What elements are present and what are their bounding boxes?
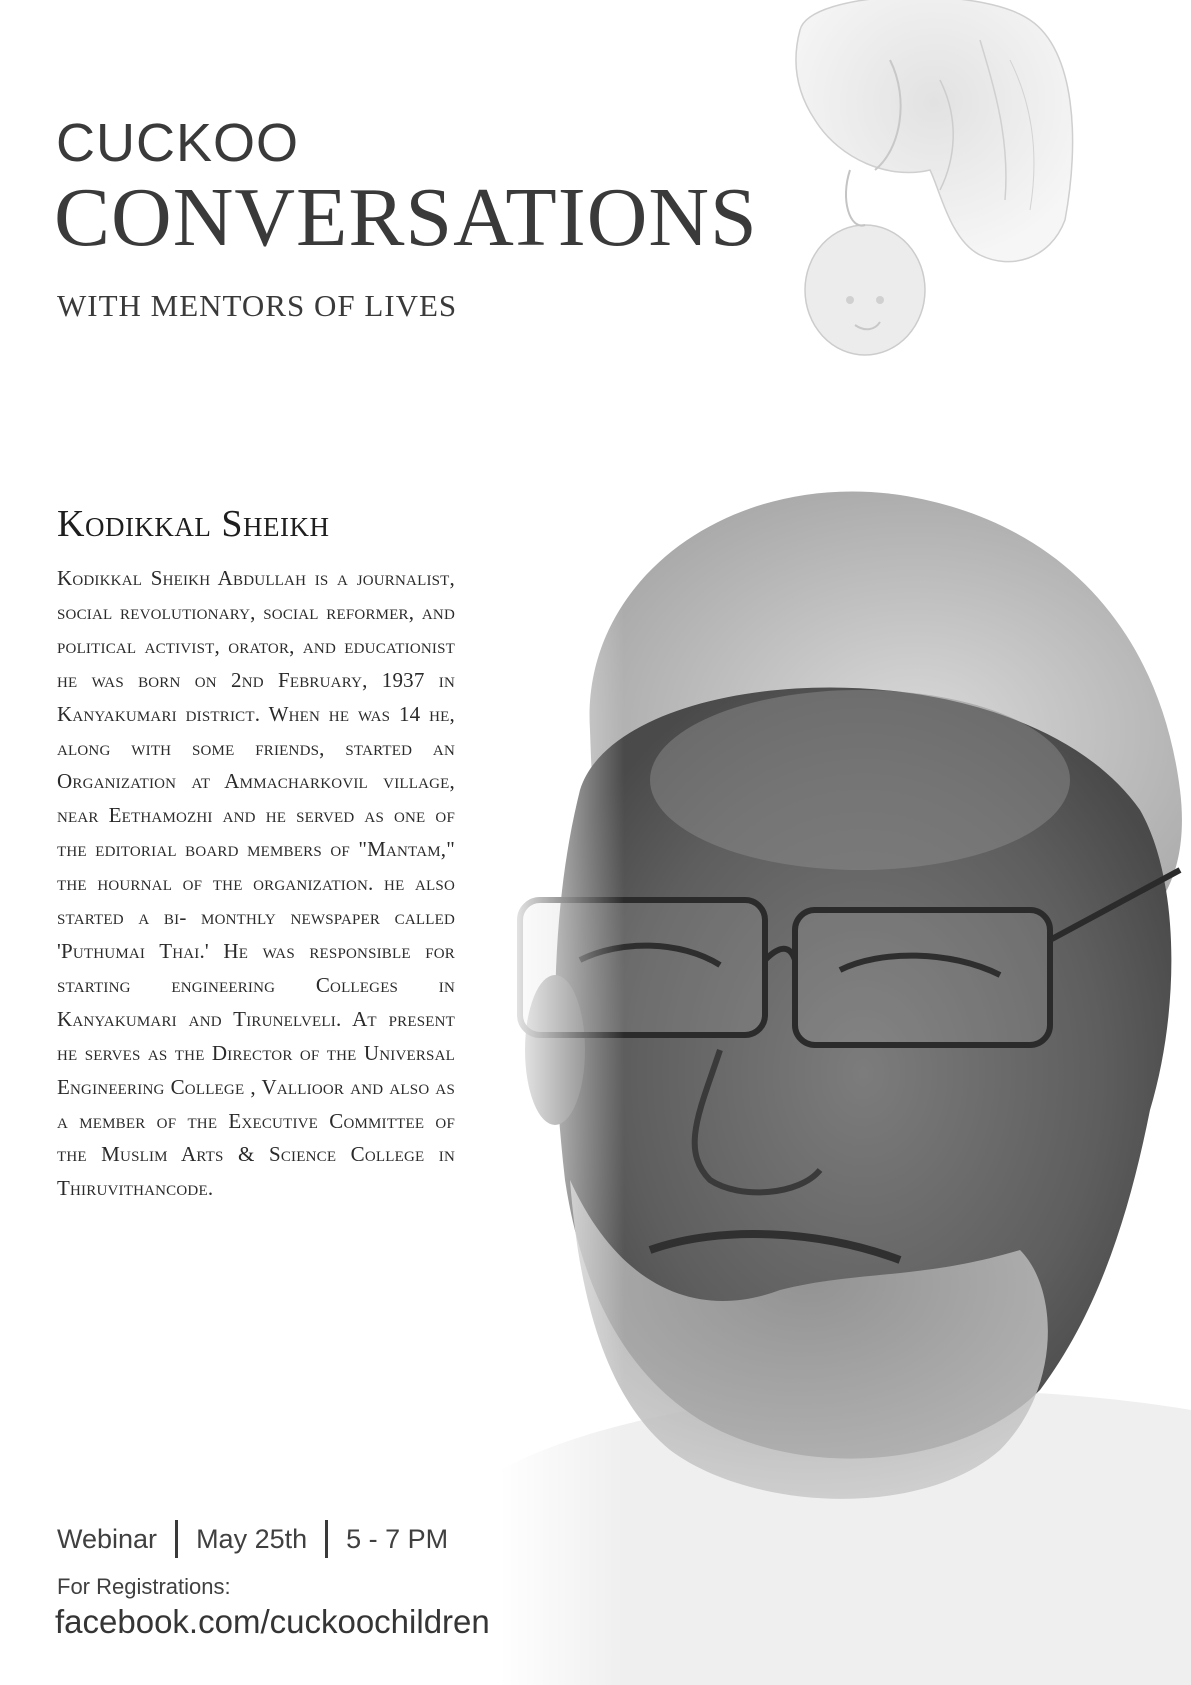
divider — [325, 1520, 328, 1558]
fetus-illustration — [780, 0, 1080, 360]
event-time: 5 - 7 PM — [346, 1523, 449, 1554]
registration-label: For Registrations: — [57, 1574, 231, 1599]
title-cuckoo: CUCKOO — [56, 113, 300, 173]
divider — [175, 1520, 178, 1558]
registration-link[interactable]: facebook.com/cuckoochildren — [55, 1603, 490, 1640]
event-details — [57, 1520, 448, 1558]
mentor-bio: Kodikkal Sheikh Abdullah is a journalist, social revolutionary, social reformer, and political activist, orator, and educationist he was born on 2nd February, 1937 in Kanyakumari district. When he was 14 he, along with some friends, started an Organization at Ammacharkovil village, near Eethamozhi and he served as one of the editorial board members of "Mantam," the hournal of the organization. he also started a bi- monthly newspaper called 'Puthumai Thai.' He was responsible for starting engineering Colleges in Kanyakumari and Tirunelveli. At present he serves as the Director of the Universal Engineering College , Vallioor and also as a member of the Executive Committee of the Muslim Arts & Science College in Thiruvithancode. — [57, 566, 455, 1201]
event-type: Webinar — [57, 1523, 158, 1554]
event-date: May 25th — [196, 1523, 308, 1554]
title-conversations: CONVERSATIONS — [54, 171, 758, 264]
mentor-name: Kodikkal Sheikh — [57, 503, 330, 545]
subtitle: WITH MENTORS OF LIVES — [57, 288, 458, 323]
portrait-photo — [500, 490, 1191, 1685]
